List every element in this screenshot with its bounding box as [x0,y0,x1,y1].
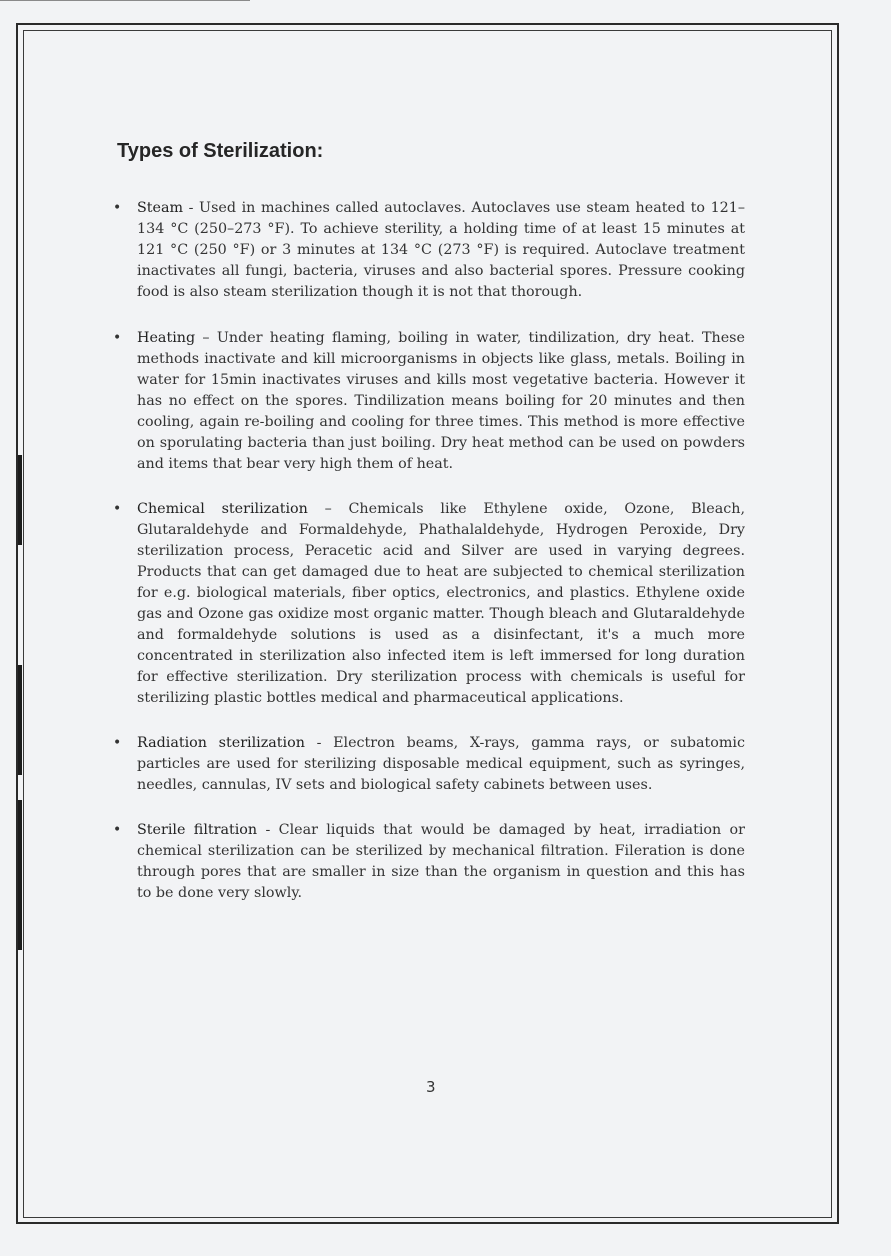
item-separator: - [304,735,334,751]
list-item-radiation-sterilization [113,733,745,796]
bullet: • [113,330,122,346]
page-number: 3 [426,1078,436,1096]
page-heading: Types of Sterilization: [117,140,324,162]
item-term: Radiation sterilization [137,735,305,751]
scan-artifact [0,0,250,1]
item-separator: – [307,501,349,517]
bullet: • [113,200,122,216]
bullet: • [113,822,122,838]
item-description: Used in machines called autoclaves. Autoclaves use steam heated to 121–134 °C (250–273 °F). To achieve sterility, a holding time of at least 15 minutes at 121 °C (250 °F) or 3 minutes at 134 °C (273 °F) is required. Autoclave treatment inactivates all fungi, bacteria, viruses and also bacterial spores. Pressure cooking food is also steam sterilization though it is not that thorough. [137,200,746,300]
list-item-chemical-sterilization [113,499,745,709]
item-description: Under heating flaming, boiling in water, tindilization, dry heat. These methods inactivate and kill microorganisms in objects like glass, metals. Boiling in water for 15min inactivates viruses and kills most vegetative bacteria. However it has no effect on the spores. Tindilization means boiling for 20 minutes and then cooling, again re-boiling and cooling for three times. This method is more effective on sporulating bacteria than just boiling. Dry heat method can be used on powders and items that bear very high them of heat. [137,330,745,472]
item-term: Chemical sterilization [137,501,308,517]
scan-edge-mark [18,455,22,545]
list-item-sterile-filtration [113,820,745,904]
scan-edge-mark [18,800,22,950]
item-separator: – [195,330,217,346]
item-term: Heating [137,330,196,346]
sterilization-types-list [113,198,745,904]
item-term: Steam [137,200,184,216]
list-item-heating [113,328,745,475]
item-term: Sterile filtration [137,822,258,838]
list-item-steam [113,198,745,303]
item-separator: - [257,822,279,838]
scan-edge-mark [18,665,22,775]
item-description: Chemicals like Ethylene oxide, Ozone, Bleach, Glutaraldehyde and Formaldehyde, Phathalaldehyde, Hydrogen Peroxide, Dry sterilization process, Peracetic acid and Silver are used in varying degrees. Products that can get damaged due to heat are subjected to chemical sterilization for e.g. biological materials, fiber optics, electronics, and plastics. Ethylene oxide gas and Ozone gas oxidize most organic matter. Though bleach and Glutaraldehyde and formaldehyde solutions is used as a disinfectant, it's a much more concentrated in sterilization also infected item is left immersed for long duration for effective sterilization. Dry sterilization process with chemicals is useful for sterilizing plastic bottles medical and pharmaceutical applications. [137,501,746,706]
item-separator: - [183,200,200,216]
item-description: Clear liquids that would be damaged by heat, irradiation or chemical sterilization can be sterilized by mechanical filtration. Fileration is done through pores that are smaller in size than the organism in question and this has to be done very slowly. [137,822,745,901]
bullet: • [113,735,122,751]
item-description: Electron beams, X-rays, gamma rays, or subatomic particles are used for sterilizing disposable medical equipment, such as syringes, needles, cannulas, IV sets and biological safety cabinets between uses. [137,735,746,793]
bullet: • [113,501,122,517]
